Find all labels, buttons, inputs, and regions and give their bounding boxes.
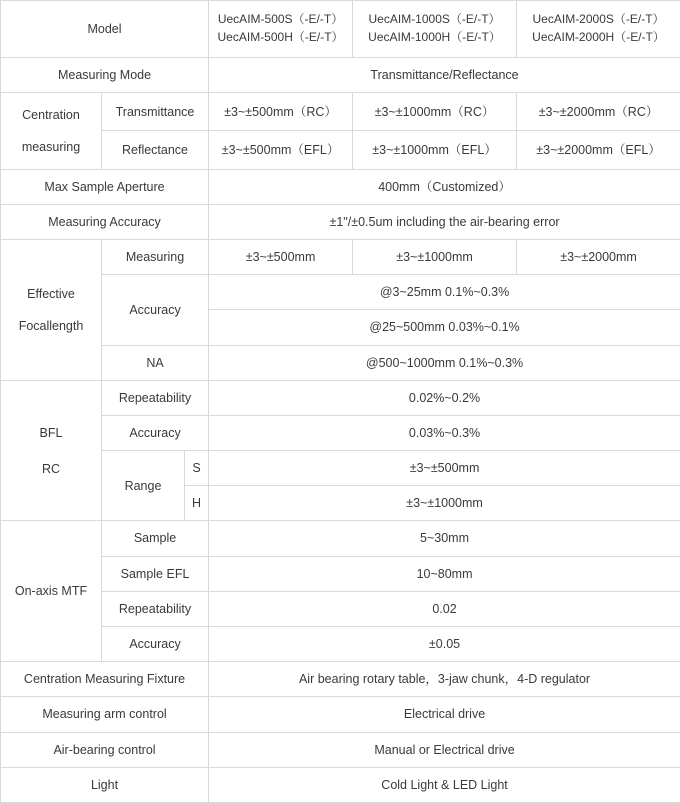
- row-label-model: Model: [1, 1, 209, 58]
- bfl-range-h-value: ±3~±1000mm: [209, 486, 680, 521]
- efl-label-line1: Effective: [27, 286, 75, 301]
- air-bearing-control-value: Manual or Electrical drive: [209, 732, 680, 767]
- row-label-mtf-repeatability: Repeatability: [102, 591, 209, 626]
- model-1000s: UecAIM-1000S（-E/-T）: [368, 12, 501, 27]
- efl-accuracy-range-2: @25~500mm 0.03%~0.1%: [209, 310, 680, 345]
- mtf-sample-value: 5~30mm: [209, 521, 680, 556]
- row-label-bfl-repeatability: Repeatability: [102, 380, 209, 415]
- table-row-mtf-sample-efl: [1, 556, 680, 591]
- row-label-bfl-accuracy: Accuracy: [102, 415, 209, 450]
- table-row-bfl-accuracy: [1, 415, 680, 450]
- table-row-measuring-arm-control: [1, 697, 680, 732]
- table-row-centration-reflectance: [1, 131, 680, 169]
- model-2000h: UecAIM-2000H（-E/-T）: [532, 29, 665, 44]
- model-500h: UecAIM-500H（-E/-T）: [217, 29, 344, 44]
- table-row-measuring-mode: [1, 57, 680, 92]
- table-row-measuring-accuracy: [1, 204, 680, 239]
- table-row-mtf-accuracy: [1, 626, 680, 661]
- measuring-accuracy-value: ±1"/±0.5um including the air-bearing error: [209, 204, 680, 239]
- bfl-range-h-label: H: [185, 486, 209, 521]
- table-row-centration-fixture: [1, 662, 680, 697]
- row-label-centration-measuring: [1, 92, 102, 169]
- max-sample-aperture-value: 400mm（Customized）: [209, 169, 680, 204]
- row-label-transmittance: Transmittance: [102, 92, 209, 130]
- table-row-max-sample-aperture: [1, 169, 680, 204]
- efl-accuracy-na: NA: [102, 345, 209, 380]
- centration-fixture-value: Air bearing rotary table，3-jaw chunk，4-D regulator: [209, 662, 680, 697]
- row-label-bfl-rc: [1, 380, 102, 521]
- efl-measuring-500: ±3~±500mm: [209, 240, 353, 275]
- row-label-effective-focallength: [1, 240, 102, 381]
- mtf-repeatability-value: 0.02: [209, 591, 680, 626]
- row-label-mtf-sample-efl: Sample EFL: [102, 556, 209, 591]
- model-2000-cell: [517, 1, 680, 58]
- model-500s: UecAIM-500S（-E/-T）: [217, 12, 344, 27]
- table-row-light: [1, 767, 680, 802]
- row-label-efl-accuracy: Accuracy: [102, 275, 209, 345]
- mtf-sample-efl-value: 10~80mm: [209, 556, 680, 591]
- rc-label: RC: [41, 461, 61, 476]
- model-1000-cell: [353, 1, 517, 58]
- reflectance-2000: ±3~±2000mm（EFL）: [517, 131, 680, 169]
- model-500-cell: [209, 1, 353, 58]
- centration-label-line1: Centration: [22, 107, 80, 122]
- efl-accuracy-range-3: @500~1000mm 0.1%~0.3%: [209, 345, 680, 380]
- reflectance-1000: ±3~±1000mm（EFL）: [353, 131, 517, 169]
- transmittance-500: ±3~±500mm（RC）: [209, 92, 353, 130]
- bfl-accuracy-value: 0.03%~0.3%: [209, 415, 680, 450]
- table-row-efl-measuring: [1, 240, 680, 275]
- table-row-model: [1, 1, 680, 58]
- model-2000s: UecAIM-2000S（-E/-T）: [532, 12, 665, 27]
- row-label-on-axis-mtf: On-axis MTF: [1, 521, 102, 662]
- table-row-efl-accuracy-1: [1, 275, 680, 310]
- table-row-bfl-repeatability: [1, 380, 680, 415]
- row-label-centration-fixture: Centration Measuring Fixture: [1, 662, 209, 697]
- row-label-max-sample-aperture: Max Sample Aperture: [1, 169, 209, 204]
- row-label-measuring-arm-control: Measuring arm control: [1, 697, 209, 732]
- model-1000h: UecAIM-1000H（-E/-T）: [368, 29, 501, 44]
- transmittance-2000: ±3~±2000mm（RC）: [517, 92, 680, 130]
- mtf-accuracy-value: ±0.05: [209, 626, 680, 661]
- row-label-bfl-range: Range: [102, 451, 185, 521]
- table-row-bfl-range-s: [1, 451, 680, 486]
- row-label-efl-measuring: Measuring: [102, 240, 209, 275]
- light-value: Cold Light & LED Light: [209, 767, 680, 802]
- reflectance-500: ±3~±500mm（EFL）: [209, 131, 353, 169]
- row-label-air-bearing-control: Air-bearing control: [1, 732, 209, 767]
- bfl-repeatability-value: 0.02%~0.2%: [209, 380, 680, 415]
- row-label-measuring-accuracy: Measuring Accuracy: [1, 204, 209, 239]
- table-row-air-bearing-control: [1, 732, 680, 767]
- table-row-mtf-sample: [1, 521, 680, 556]
- centration-label-line2: measuring: [21, 139, 81, 154]
- row-label-mtf-accuracy: Accuracy: [102, 626, 209, 661]
- bfl-label: BFL: [39, 425, 63, 440]
- measuring-mode-value: Transmittance/Reflectance: [209, 57, 680, 92]
- transmittance-1000: ±3~±1000mm（RC）: [353, 92, 517, 130]
- row-label-measuring-mode: Measuring Mode: [1, 57, 209, 92]
- efl-measuring-1000: ±3~±1000mm: [353, 240, 517, 275]
- measuring-arm-control-value: Electrical drive: [209, 697, 680, 732]
- table-row-mtf-repeatability: [1, 591, 680, 626]
- efl-label-line2: Focallength: [18, 318, 84, 333]
- row-label-mtf-sample: Sample: [102, 521, 209, 556]
- table-row-efl-accuracy-3: [1, 345, 680, 380]
- bfl-range-s-label: S: [185, 451, 209, 486]
- row-label-light: Light: [1, 767, 209, 802]
- row-label-reflectance: Reflectance: [102, 131, 209, 169]
- efl-measuring-2000: ±3~±2000mm: [517, 240, 680, 275]
- table-row-centration-transmittance: [1, 92, 680, 130]
- efl-accuracy-range-1: @3~25mm 0.1%~0.3%: [209, 275, 680, 310]
- bfl-range-s-value: ±3~±500mm: [209, 451, 680, 486]
